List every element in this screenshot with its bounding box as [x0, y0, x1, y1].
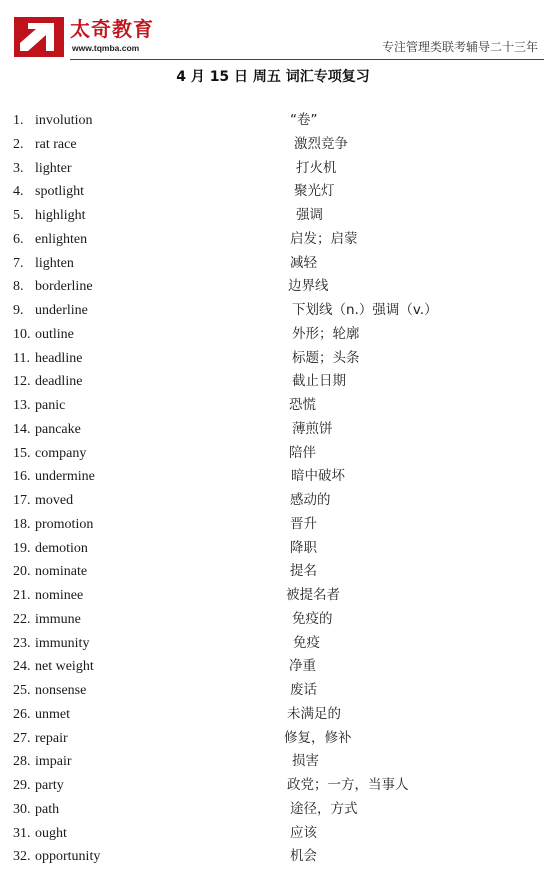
english-word: company — [35, 445, 87, 461]
item-number: 25. — [13, 683, 31, 698]
english-word: involution — [35, 113, 93, 128]
header-tagline: 专注管理类联考辅导二十三年 — [381, 40, 538, 54]
english-word: ought — [35, 825, 67, 841]
chinese-meaning: 晋升 — [290, 515, 317, 532]
english-word: rat race — [35, 136, 77, 152]
item-number: 15. — [13, 445, 31, 461]
list-item — [0, 727, 546, 751]
english-word: lighter — [35, 160, 72, 176]
chinese-meaning: 恐慌 — [289, 397, 316, 413]
item-number: 13. — [13, 398, 31, 413]
chinese-meaning: 薄煎饼 — [292, 420, 333, 437]
chinese-meaning: 政党；一方，当事人 — [287, 777, 409, 793]
item-number: 2. — [13, 136, 24, 152]
english-word: pancake — [35, 421, 81, 437]
chinese-meaning: 被提名者 — [286, 587, 340, 603]
english-word: underline — [35, 303, 88, 318]
chinese-meaning: 未满足的 — [287, 705, 341, 722]
english-word: path — [35, 801, 60, 817]
item-number: 5. — [13, 208, 24, 223]
chinese-meaning: 暗中破坏 — [291, 468, 345, 485]
item-number: 16. — [13, 469, 31, 485]
item-number: 12. — [13, 374, 31, 390]
english-word: unmet — [35, 706, 70, 722]
english-word: nominate — [35, 564, 88, 580]
list-item — [0, 347, 546, 371]
item-number: 19. — [13, 540, 31, 556]
list-item — [0, 822, 546, 846]
list-item — [0, 204, 546, 228]
item-number: 7. — [13, 255, 24, 271]
chinese-meaning: 感动的 — [290, 492, 331, 508]
list-item — [0, 560, 546, 584]
english-word: net weight — [35, 659, 94, 675]
list-item — [0, 655, 546, 679]
item-number: 14. — [13, 421, 31, 437]
item-number: 27. — [13, 730, 31, 746]
chinese-meaning: 激烈竞争 — [294, 135, 348, 152]
logo-url: www.tqmba.com — [72, 43, 140, 53]
english-word: moved — [35, 493, 74, 508]
chinese-meaning: 免疫的 — [292, 610, 333, 627]
item-number: 3. — [13, 160, 24, 176]
list-item — [0, 845, 546, 869]
list-item — [0, 465, 546, 489]
english-word: spotlight — [35, 184, 85, 200]
item-number: 31. — [13, 825, 31, 841]
chinese-meaning: 途径，方式 — [290, 800, 358, 817]
list-item — [0, 275, 546, 299]
chinese-meaning: 标题；头条 — [292, 349, 360, 366]
list-item — [0, 370, 546, 394]
chinese-meaning: 打火机 — [296, 159, 337, 176]
chinese-meaning: 降职 — [290, 539, 317, 556]
item-number: 26. — [13, 706, 31, 722]
list-item — [0, 679, 546, 703]
item-number: 17. — [13, 493, 31, 508]
english-word: demotion — [35, 540, 88, 556]
english-word: impair — [35, 754, 72, 770]
item-number: 8. — [13, 279, 24, 295]
english-word: promotion — [35, 516, 94, 532]
item-number: 4. — [13, 184, 24, 200]
chinese-meaning: “卷” — [290, 112, 318, 128]
item-number: 1. — [13, 113, 24, 128]
taiqi-logo-icon — [14, 17, 64, 57]
chinese-meaning: 提名 — [290, 563, 317, 580]
chinese-meaning: 修复，修补 — [284, 729, 352, 746]
english-word: panic — [35, 398, 66, 413]
item-number: 24. — [13, 659, 31, 675]
chinese-meaning: 减轻 — [290, 254, 317, 271]
english-word: opportunity — [35, 849, 101, 865]
vocabulary-list — [0, 109, 546, 869]
item-number: 22. — [13, 611, 31, 627]
item-number: 10. — [13, 326, 31, 342]
chinese-meaning: 强调 — [296, 207, 323, 223]
english-word: enlighten — [35, 231, 88, 247]
item-number: 18. — [13, 516, 31, 532]
chinese-meaning: 聚光灯 — [294, 183, 335, 200]
chinese-meaning: 机会 — [290, 848, 317, 865]
list-item — [0, 584, 546, 608]
list-item — [0, 299, 546, 323]
english-word: borderline — [35, 279, 93, 295]
english-word: party — [35, 778, 64, 793]
item-number: 29. — [13, 778, 31, 793]
english-word: outline — [35, 326, 74, 342]
list-item — [0, 418, 546, 442]
list-item — [0, 157, 546, 181]
item-number: 32. — [13, 849, 31, 865]
list-item — [0, 608, 546, 632]
chinese-meaning: 启发；启蒙 — [290, 230, 358, 247]
chinese-meaning: 下划线（n.）强调（v.） — [292, 302, 438, 318]
list-item — [0, 109, 546, 133]
list-item — [0, 323, 546, 347]
list-item — [0, 537, 546, 561]
english-word: immunity — [35, 635, 90, 651]
list-item — [0, 489, 546, 513]
english-word: nominee — [35, 588, 84, 603]
item-number: 21. — [13, 588, 31, 603]
chinese-meaning: 应该 — [290, 824, 317, 841]
list-item — [0, 252, 546, 276]
header-divider — [70, 59, 544, 60]
list-item — [0, 180, 546, 204]
chinese-meaning: 外形；轮廓 — [292, 325, 360, 342]
english-word: nonsense — [35, 683, 87, 698]
page-header — [0, 0, 546, 60]
item-number: 28. — [13, 754, 31, 770]
item-number: 6. — [13, 231, 24, 247]
logo-text: 太奇教育 — [70, 17, 154, 41]
english-word: highlight — [35, 208, 86, 223]
chinese-meaning: 免疫 — [293, 634, 320, 651]
list-item — [0, 513, 546, 537]
list-item — [0, 228, 546, 252]
list-item — [0, 798, 546, 822]
chinese-meaning: 陪伴 — [289, 444, 316, 461]
item-number: 9. — [13, 303, 24, 318]
english-word: immune — [35, 611, 81, 627]
list-item — [0, 703, 546, 727]
list-item — [0, 133, 546, 157]
list-item — [0, 750, 546, 774]
list-item — [0, 774, 546, 798]
chinese-meaning: 截止日期 — [292, 373, 346, 390]
english-word: lighten — [35, 255, 74, 271]
english-word: repair — [35, 730, 68, 746]
list-item — [0, 632, 546, 656]
english-word: undermine — [35, 469, 95, 485]
list-item — [0, 442, 546, 466]
chinese-meaning: 损害 — [292, 753, 319, 770]
item-number: 20. — [13, 564, 31, 580]
chinese-meaning: 废话 — [290, 682, 317, 698]
english-word: deadline — [35, 374, 83, 390]
page-title: 4 月 15 日 周五 词汇专项复习 — [176, 69, 370, 85]
list-item — [0, 394, 546, 418]
chinese-meaning: 净重 — [289, 658, 316, 675]
item-number: 11. — [13, 350, 30, 366]
item-number: 30. — [13, 801, 31, 817]
chinese-meaning: 边界线 — [288, 278, 329, 295]
item-number: 23. — [13, 635, 31, 651]
english-word: headline — [35, 350, 83, 366]
